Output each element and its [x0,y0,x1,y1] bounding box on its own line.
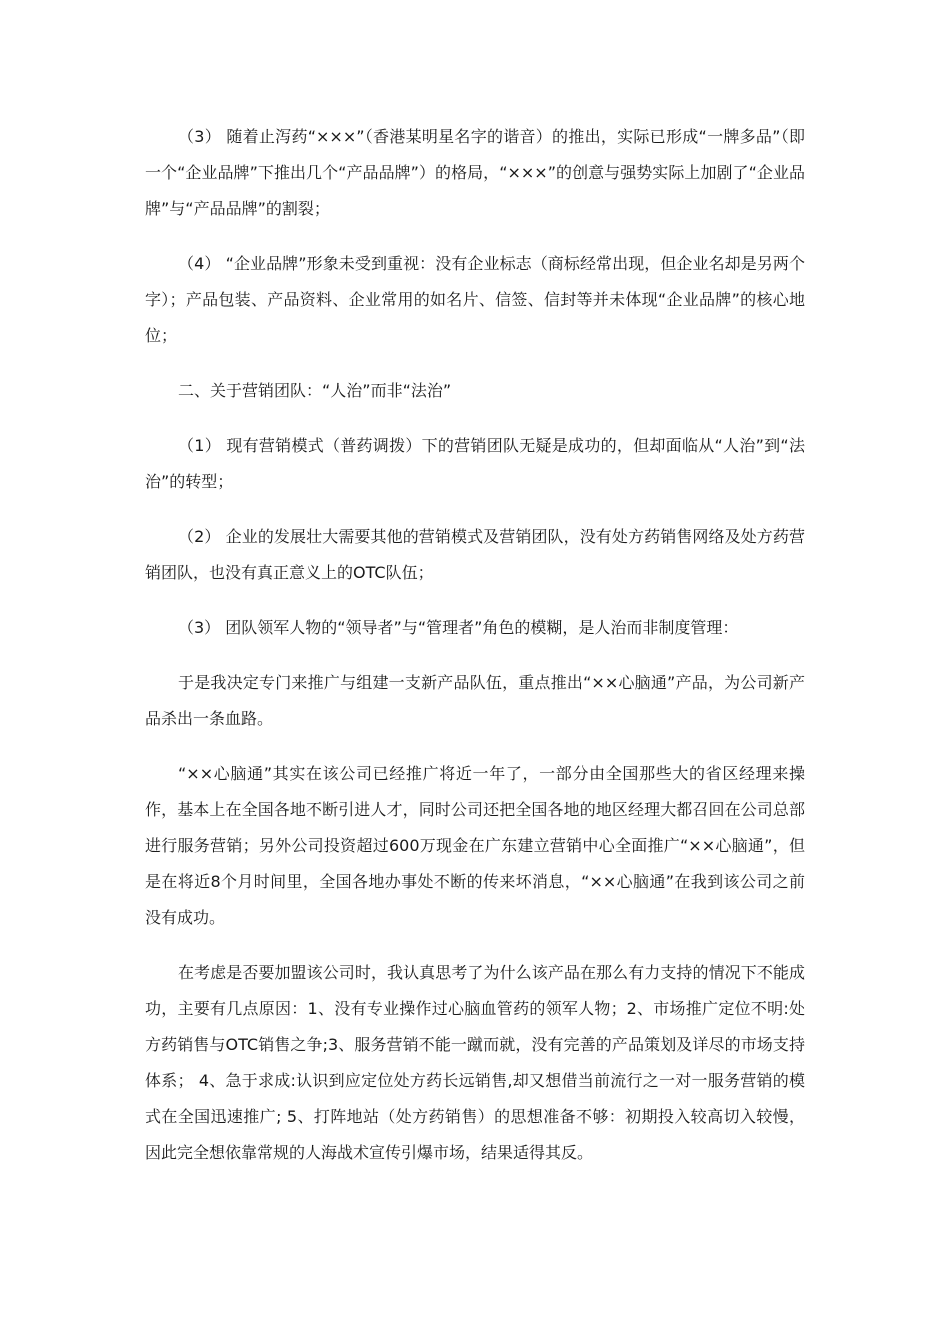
paragraph-decision: 于是我决定专门来推广与组建一支新产品队伍，重点推出“××心脑通”产品，为公司新产品杀出一条血路。 [145,673,805,728]
paragraph-brand-image: （4） “企业品牌”形象未受到重视：没有企业标志（商标经常出现，但企业名却是另两个字）；产品包装、产品资料、企业常用的如名片、信签、信封等并未体现“企业品牌”的核心地位； [145,254,805,345]
paragraph-failure-reasons: 在考虑是否要加盟该公司时，我认真思考了为什么该产品在那么有力支持的情况下不能成功，主要有几点原因：1、没有专业操作过心脑血管药的领军人物；2、市场推广定位不明:处方药销售与OTC销售之争;3、服务营销不能一蹴而就，没有完善的产品策划及详尽的市场支持体系； 4、急于求成:认识到应定位处方药长远销售,却又想借当前流行之一对一服务营销的模式在全国迅速推广; 5、打阵地站（处方药销售）的思想准备不够：初期投入较高切入较慢，因此完全想依靠常规的人海战术宣传引爆市场，结果适得其反。 [145,963,805,1162]
paragraph-product-history: “××心脑通”其实在该公司已经推广将近一年了，一部分由全国那些大的省区经理来操作，基本上在全国各地不断引进人才，同时公司还把全国各地的地区经理大都召回在公司总部进行服务营销；另外公司投资超过600万现金在广东建立营销中心全面推广“××心脑通”，但是在将近8个月时间里，全国各地办事处不断的传来坏消息，“××心脑通”在我到该公司之前没有成功。 [145,764,805,927]
document-body [145,119,805,1190]
section-heading-marketing-team: 二、关于营销团队：“人治”而非“法治” [178,381,452,400]
paragraph-team-leadership: （3） 团队领军人物的“领导者”与“管理者”角色的模糊，是人治而非制度管理： [178,618,739,637]
paragraph-team-expansion: （2） 企业的发展壮大需要其他的营销模式及营销团队，没有处方药销售网络及处方药营销团队，也没有真正意义上的OTC队伍； [145,527,805,582]
paragraph-team-transition: （1） 现有营销模式（普药调拨）下的营销团队无疑是成功的，但却面临从“人治”到“法治”的转型； [145,436,805,491]
paragraph-brand-split: （3） 随着止泻药“×××”（香港某明星名字的谐音）的推出，实际已形成“一牌多品”（即一个“企业品牌”下推出几个“产品品牌”）的格局，“×××”的创意与强势实际上加剧了“企业品牌”与“产品品牌”的割裂； [145,127,805,218]
